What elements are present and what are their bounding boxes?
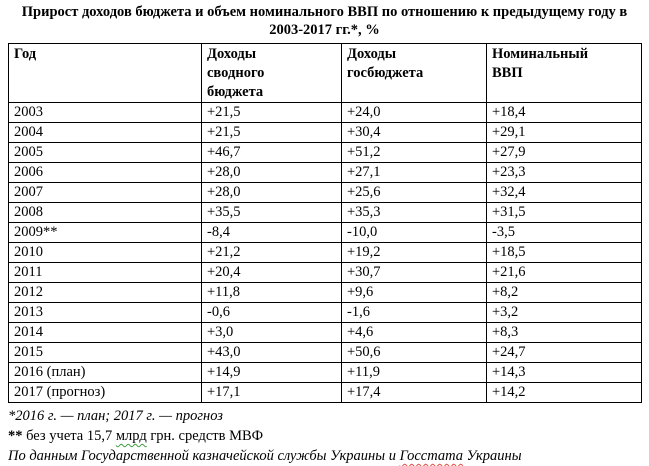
- table-row: [9, 282, 642, 302]
- year-cell: 2016 (план): [9, 362, 202, 382]
- state-budget-cell: +51,2: [342, 142, 487, 162]
- footnotes: [8, 406, 649, 466]
- consolidated-budget-cell: +28,0: [202, 162, 342, 182]
- table-row: [9, 342, 642, 362]
- consolidated-budget-cell: +35,5: [202, 202, 342, 222]
- table-row: [9, 162, 642, 182]
- year-cell: 2008: [9, 202, 202, 222]
- state-budget-cell: +35,3: [342, 202, 487, 222]
- nominal-gdp-cell: +18,4: [487, 102, 642, 122]
- year-cell: 2013: [9, 302, 202, 322]
- column-header-state-budget: Доходы госбюджета: [342, 44, 487, 103]
- nominal-gdp-cell: +8,3: [487, 322, 642, 342]
- state-budget-cell: +11,9: [342, 362, 487, 382]
- consolidated-budget-cell: +11,8: [202, 282, 342, 302]
- budget-gdp-table: [8, 43, 642, 403]
- state-budget-cell: -10,0: [342, 222, 487, 242]
- year-cell: 2007: [9, 182, 202, 202]
- state-budget-cell: +25,6: [342, 182, 487, 202]
- nominal-gdp-cell: +14,3: [487, 362, 642, 382]
- nominal-gdp-cell: +27,9: [487, 142, 642, 162]
- footnote-imf-marker: **: [8, 427, 23, 444]
- consolidated-budget-cell: +21,2: [202, 242, 342, 262]
- nominal-gdp-cell: +14,2: [487, 382, 642, 402]
- state-budget-cell: -1,6: [342, 302, 487, 322]
- footnote-source-text: По данным Государственной казначейской службы Украины и: [8, 447, 400, 464]
- consolidated-budget-cell: +46,7: [202, 142, 342, 162]
- state-budget-cell: +24,0: [342, 102, 487, 122]
- nominal-gdp-cell: +23,3: [487, 162, 642, 182]
- consolidated-budget-cell: +43,0: [202, 342, 342, 362]
- consolidated-budget-cell: +21,5: [202, 102, 342, 122]
- state-budget-cell: +30,4: [342, 122, 487, 142]
- state-budget-cell: +17,4: [342, 382, 487, 402]
- consolidated-budget-cell: +21,5: [202, 122, 342, 142]
- nominal-gdp-cell: +8,2: [487, 282, 642, 302]
- table-row: [9, 182, 642, 202]
- table-row: [9, 122, 642, 142]
- header-row: [9, 44, 642, 103]
- consolidated-budget-cell: +17,1: [202, 382, 342, 402]
- footnote-source: [8, 446, 649, 466]
- year-cell: 2009**: [9, 222, 202, 242]
- year-cell: 2015: [9, 342, 202, 362]
- table-row: [9, 362, 642, 382]
- column-header-consolidated-budget: Доходы сводного бюджета: [202, 44, 342, 103]
- footnote-plan-forecast: *2016 г. — план; 2017 г. — прогноз: [8, 407, 223, 424]
- year-cell: 2006: [9, 162, 202, 182]
- table-row: [9, 242, 642, 262]
- year-cell: 2004: [9, 122, 202, 142]
- nominal-gdp-cell: +18,5: [487, 242, 642, 262]
- year-cell: 2010: [9, 242, 202, 262]
- table-title: Прирост доходов бюджета и объем номинального ВВП по отношению к предыдущему году в 2003-2017 гг.*, %: [21, 4, 628, 38]
- state-budget-cell: +50,6: [342, 342, 487, 362]
- state-budget-cell: +27,1: [342, 162, 487, 182]
- nominal-gdp-cell: +31,5: [487, 202, 642, 222]
- footnote-imf: [8, 426, 649, 446]
- year-cell: 2005: [9, 142, 202, 162]
- table-row: [9, 262, 642, 282]
- footnote-imf-text: без учета 15,7: [22, 427, 116, 444]
- table-row: [9, 142, 642, 162]
- nominal-gdp-cell: +29,1: [487, 122, 642, 142]
- consolidated-budget-cell: +14,9: [202, 362, 342, 382]
- consolidated-budget-cell: -0,6: [202, 302, 342, 322]
- nominal-gdp-cell: +21,6: [487, 262, 642, 282]
- year-cell: 2012: [9, 282, 202, 302]
- column-header-nominal-gdp: Номинальный ВВП: [487, 44, 642, 103]
- year-cell: 2011: [9, 262, 202, 282]
- nominal-gdp-cell: +3,2: [487, 302, 642, 322]
- consolidated-budget-cell: +20,4: [202, 262, 342, 282]
- year-cell: 2017 (прогноз): [9, 382, 202, 402]
- nominal-gdp-cell: +32,4: [487, 182, 642, 202]
- nominal-gdp-cell: +24,7: [487, 342, 642, 362]
- consolidated-budget-cell: +28,0: [202, 182, 342, 202]
- table-row: [9, 302, 642, 322]
- state-budget-cell: +9,6: [342, 282, 487, 302]
- table-row: [9, 322, 642, 342]
- column-header-year: Год: [9, 44, 202, 103]
- footnote-source-text-end: Украины: [463, 447, 522, 464]
- state-budget-cell: +19,2: [342, 242, 487, 262]
- nominal-gdp-cell: -3,5: [487, 222, 642, 242]
- consolidated-budget-cell: +3,0: [202, 322, 342, 342]
- year-cell: 2014: [9, 322, 202, 342]
- table-row: [9, 382, 642, 402]
- table-row: [9, 222, 642, 242]
- consolidated-budget-cell: -8,4: [202, 222, 342, 242]
- footnote-imf-spellcheck-word: млрд: [115, 427, 147, 444]
- state-budget-cell: +30,7: [342, 262, 487, 282]
- table-row: [9, 102, 642, 122]
- footnote-source-spellcheck-word: Госстата: [399, 447, 463, 464]
- table-row: [9, 202, 642, 222]
- year-cell: 2003: [9, 102, 202, 122]
- footnote-imf-text-end: грн. средств МВФ: [146, 427, 264, 444]
- state-budget-cell: +4,6: [342, 322, 487, 342]
